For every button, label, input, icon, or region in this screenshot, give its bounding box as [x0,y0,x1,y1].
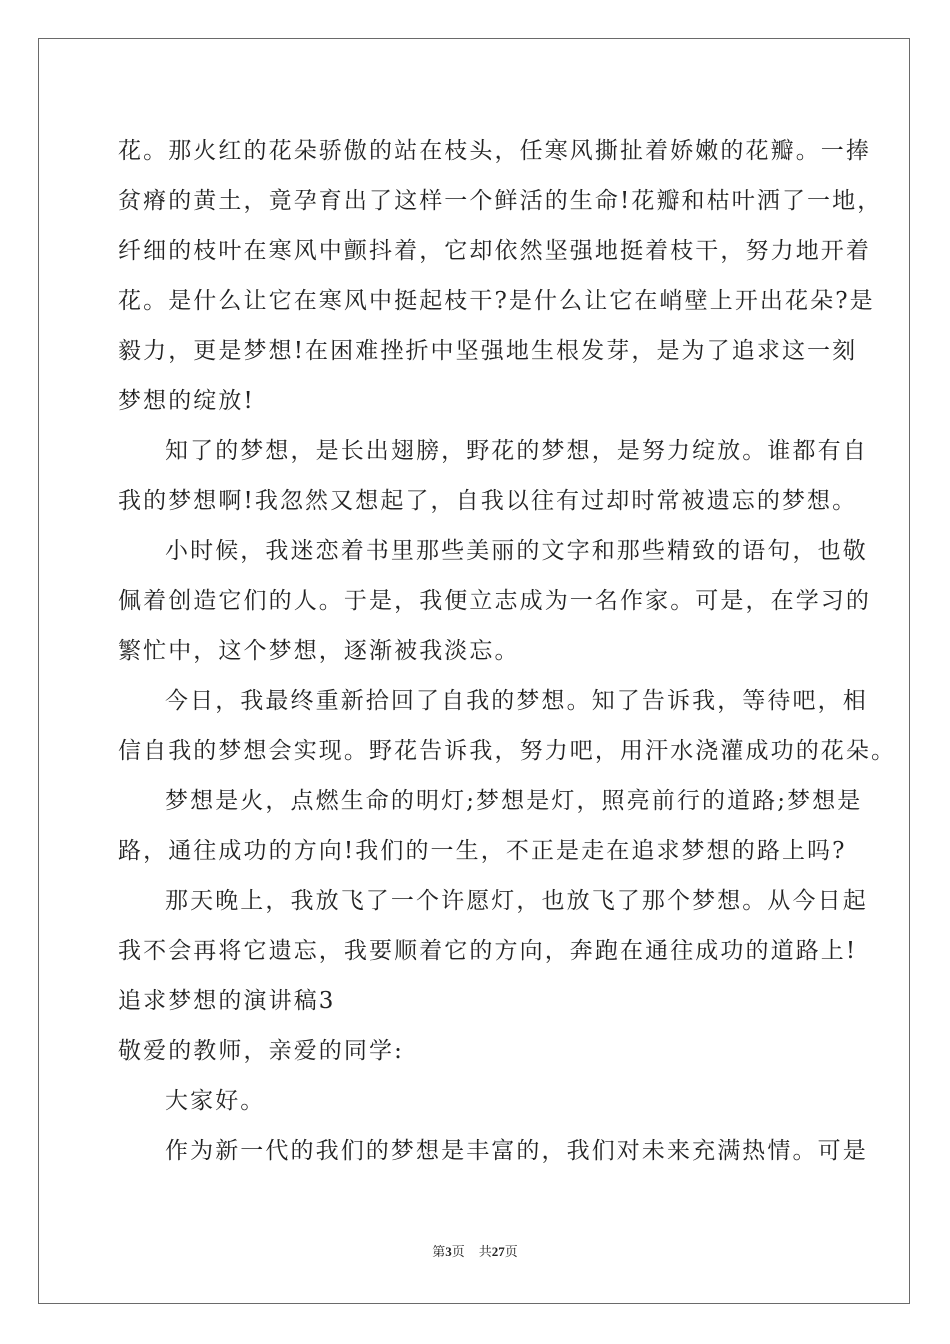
text-line: 作为新一代的我们的梦想是丰富的，我们对未来充满热情。可是 [165,1138,868,1164]
total-prefix: 共 [478,1245,492,1260]
text-line: 我的梦想啊!我忽然又想起了，自我以往有过却时常被遗忘的梦想。 [118,488,858,514]
text-line: 梦想是火，点燃生命的明灯;梦想是灯，照亮前行的道路;梦想是 [165,788,863,814]
text-line: 今日，我最终重新拾回了自我的梦想。知了告诉我，等待吧，相 [165,688,868,714]
text-line: 路，通往成功的方向!我们的一生，不正是走在追求梦想的路上吗? [118,838,847,864]
page-prefix: 第 [432,1245,446,1260]
text-line: 花。那火红的花朵骄傲的站在枝头，任寒风撕扯着娇嫩的花瓣。一捧 [118,138,871,164]
text-line: 追求梦想的演讲稿3 [118,988,336,1014]
text-line: 纤细的枝叶在寒风中颤抖着，它却依然坚强地挺着枝干，努力地开着 [118,238,871,264]
text-line: 繁忙中，这个梦想，逐渐被我淡忘。 [118,638,520,664]
text-line: 花。是什么让它在寒风中挺起枝干?是什么让它在峭壁上开出花朵?是 [118,288,875,314]
text-line: 毅力，更是梦想!在困难挫折中坚强地生根发芽，是为了追求这一刻 [118,338,858,364]
text-line: 大家好。 [165,1088,266,1114]
text-line: 贫瘠的黄土，竟孕育出了这样一个鲜活的生命!花瓣和枯叶洒了一地， [118,188,883,214]
text-line: 敬爱的教师，亲爱的同学: [118,1038,404,1064]
page-footer [0,1242,950,1263]
page-unit: 页 [451,1245,465,1260]
text-line: 信自我的梦想会实现。野花告诉我，努力吧，用汗水浇灌成功的花朵。 [118,738,897,764]
text-line: 知了的梦想，是长出翅膀，野花的梦想，是努力绽放。谁都有自 [165,438,868,464]
text-line: 佩着创造它们的人。于是，我便立志成为一名作家。可是，在学习的 [118,588,871,614]
text-line: 我不会再将它遗忘，我要顺着它的方向，奔跑在通往成功的道路上! [118,938,858,964]
text-line: 小时候，我迷恋着书里那些美丽的文字和那些精致的语句，也敬 [165,538,868,564]
document-body [118,126,897,1176]
total-pages-number: 27 [491,1244,505,1259]
current-page-number: 3 [445,1244,452,1259]
text-line: 梦想的绽放! [118,388,255,414]
total-unit: 页 [504,1245,518,1260]
text-line: 那天晚上，我放飞了一个许愿灯，也放飞了那个梦想。从今日起 [165,888,868,914]
